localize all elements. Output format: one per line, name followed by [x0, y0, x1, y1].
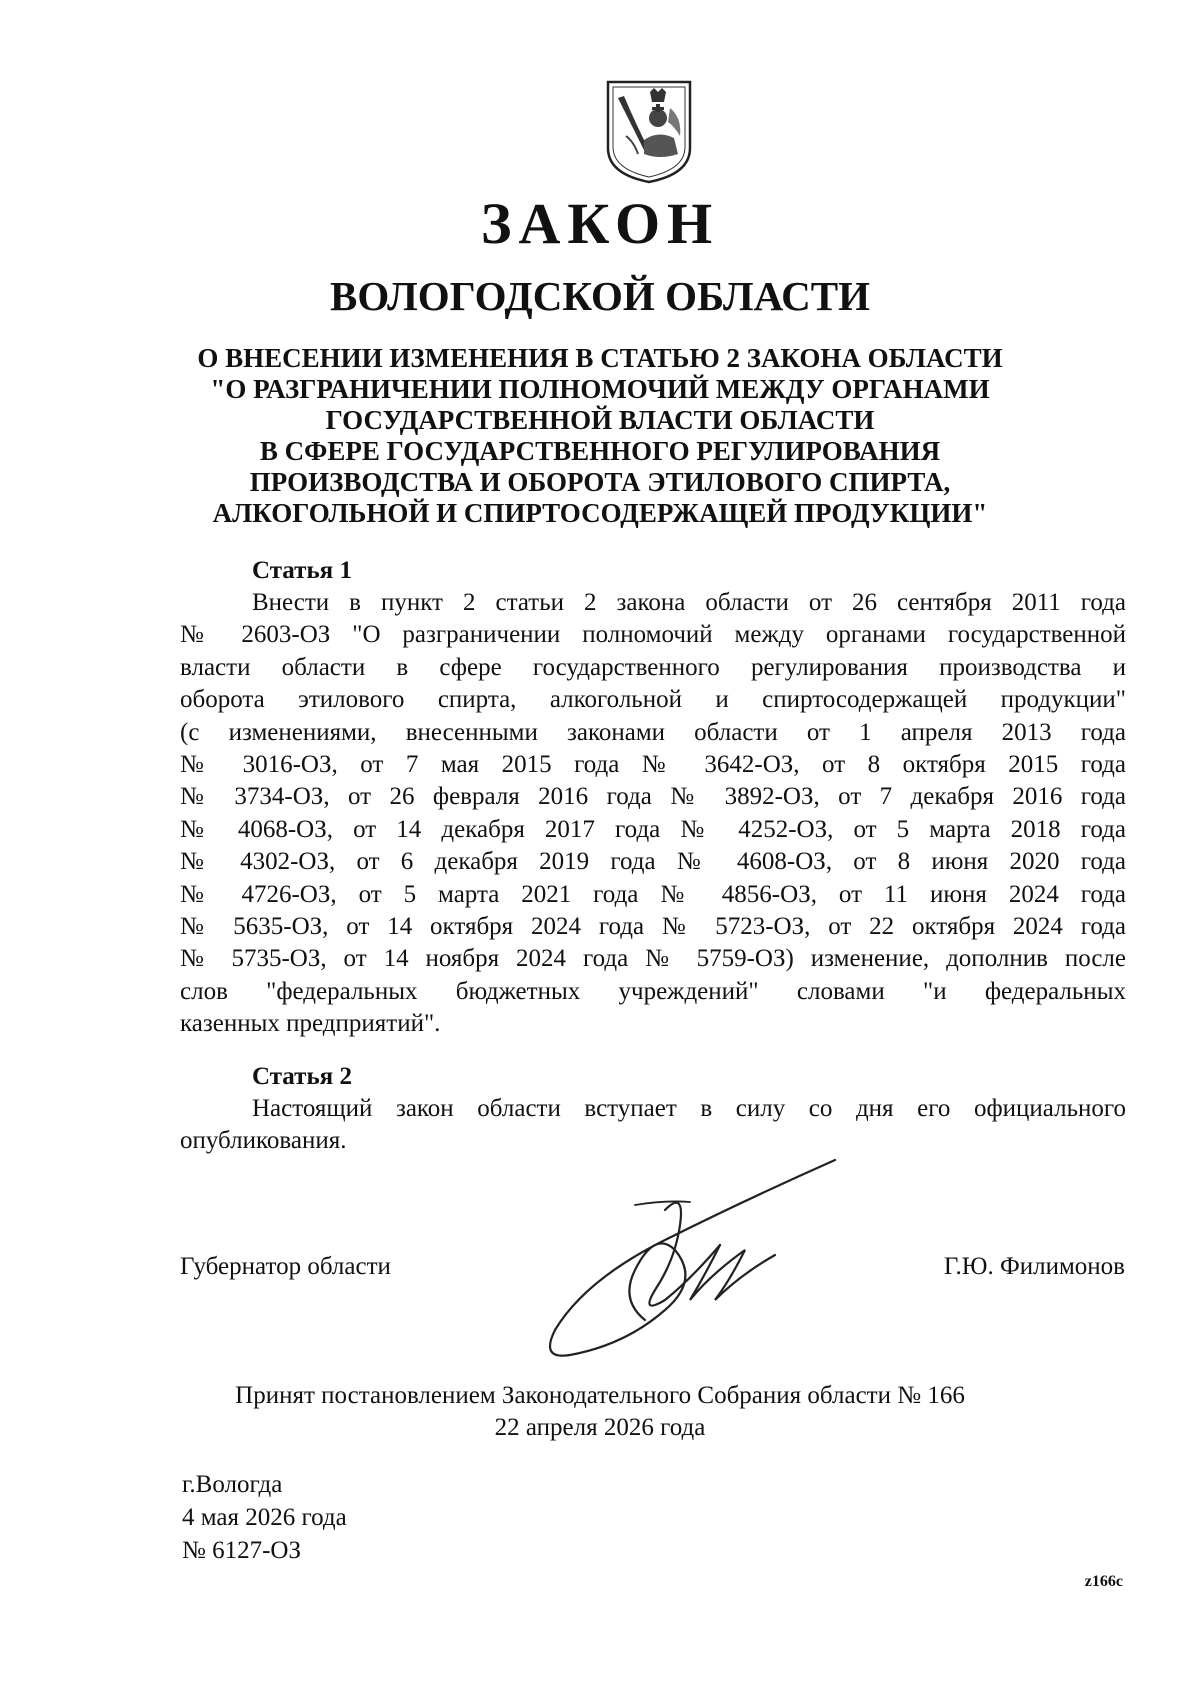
text-line: № 3734-ОЗ, от 26 февраля 2016 года № 3892-ОЗ, от 7 декабря 2016 года — [180, 783, 1126, 811]
article-1-text — [180, 587, 1126, 1041]
adoption-line: Принят постановлением Законодательного Собрания области № 166 — [235, 1382, 965, 1409]
signer-position: Губернатор области — [180, 1253, 391, 1280]
text-line: № 4726-ОЗ, от 5 марта 2021 года № 4856-ОЗ, от 11 июня 2024 года — [180, 880, 1126, 908]
subject-line: ГОСУДАРСТВЕННОЙ ВЛАСТИ ОБЛАСТИ — [325, 405, 875, 435]
law-subject — [0, 343, 1200, 529]
text-line: оборота этилового спирта, алкогольной и спиртосодержащей продукции" — [180, 686, 1126, 714]
place-and-date — [182, 1468, 347, 1567]
subject-line: АЛКОГОЛЬНОЙ И СПИРТОСОДЕРЖАЩЕЙ ПРОДУКЦИИ" — [212, 498, 988, 528]
city: г.Вологда — [182, 1471, 283, 1498]
text-line: казенных предприятий". — [180, 1010, 441, 1038]
text-line: (с изменениями, внесенными законами области от 1 апреля 2013 года — [180, 718, 1126, 746]
subject-line: В СФЕРЕ ГОСУДАРСТВЕННОГО РЕГУЛИРОВАНИЯ — [259, 436, 941, 466]
article-2-text — [180, 1093, 1126, 1158]
text-line: Внести в пункт 2 статьи 2 закона области от 26 сентября 2011 года — [252, 589, 1126, 616]
adoption-note — [0, 1380, 1200, 1444]
region-title: ВОЛОГОДСКОЙ ОБЛАСТИ — [329, 273, 871, 319]
text-line: № 5735-ОЗ, от 14 ноября 2024 года № 5759-ОЗ) изменение, дополнив после — [180, 945, 1126, 973]
article-2-heading: Статья 2 — [252, 1063, 352, 1090]
signer-name: Г.Ю. Филимонов — [943, 1253, 1125, 1280]
coat-of-arms-icon — [604, 78, 694, 186]
text-line: опубликования. — [180, 1127, 347, 1155]
text-line: слов "федеральных бюджетных учреждений" словами "и федеральных — [180, 977, 1126, 1005]
law-number: № 6127-ОЗ — [182, 1537, 302, 1564]
subject-line: ПРОИЗВОДСТВА И ОБОРОТА ЭТИЛОВОГО СПИРТА, — [249, 467, 951, 497]
adoption-date: 22 апреля 2026 года — [494, 1414, 706, 1441]
signing-date: 4 мая 2026 года — [182, 1504, 347, 1531]
handwritten-signature — [515, 1150, 855, 1370]
subject-line: "О РАЗГРАНИЧЕНИИ ПОЛНОМОЧИЙ МЕЖДУ ОРГАНАМИ — [210, 374, 990, 404]
article-1-heading: Статья 1 — [252, 557, 352, 584]
text-line: власти области в сфере государственного регулирования производства и — [180, 653, 1126, 681]
document-code: z166c — [1084, 1573, 1123, 1590]
text-line: № 4302-ОЗ, от 6 декабря 2019 года № 4608-ОЗ, от 8 июня 2020 года — [180, 848, 1126, 876]
text-line: № 2603-ОЗ "О разграничении полномочий между органами государственной — [180, 621, 1126, 649]
text-line: № 4068-ОЗ, от 14 декабря 2017 года № 4252-ОЗ, от 5 марта 2018 года — [180, 815, 1126, 843]
text-line: Настоящий закон области вступает в силу со дня его официального — [252, 1095, 1126, 1122]
text-line: № 5635-ОЗ, от 14 октября 2024 года № 5723-ОЗ, от 22 октября 2024 года — [180, 913, 1126, 941]
subject-line: О ВНЕСЕНИИ ИЗМЕНЕНИЯ В СТАТЬЮ 2 ЗАКОНА ОБЛАСТИ — [197, 343, 1003, 373]
text-line: № 3016-ОЗ, от 7 мая 2015 года № 3642-ОЗ, от 8 октября 2015 года — [180, 751, 1126, 779]
law-title: ЗАКОН — [480, 191, 720, 256]
